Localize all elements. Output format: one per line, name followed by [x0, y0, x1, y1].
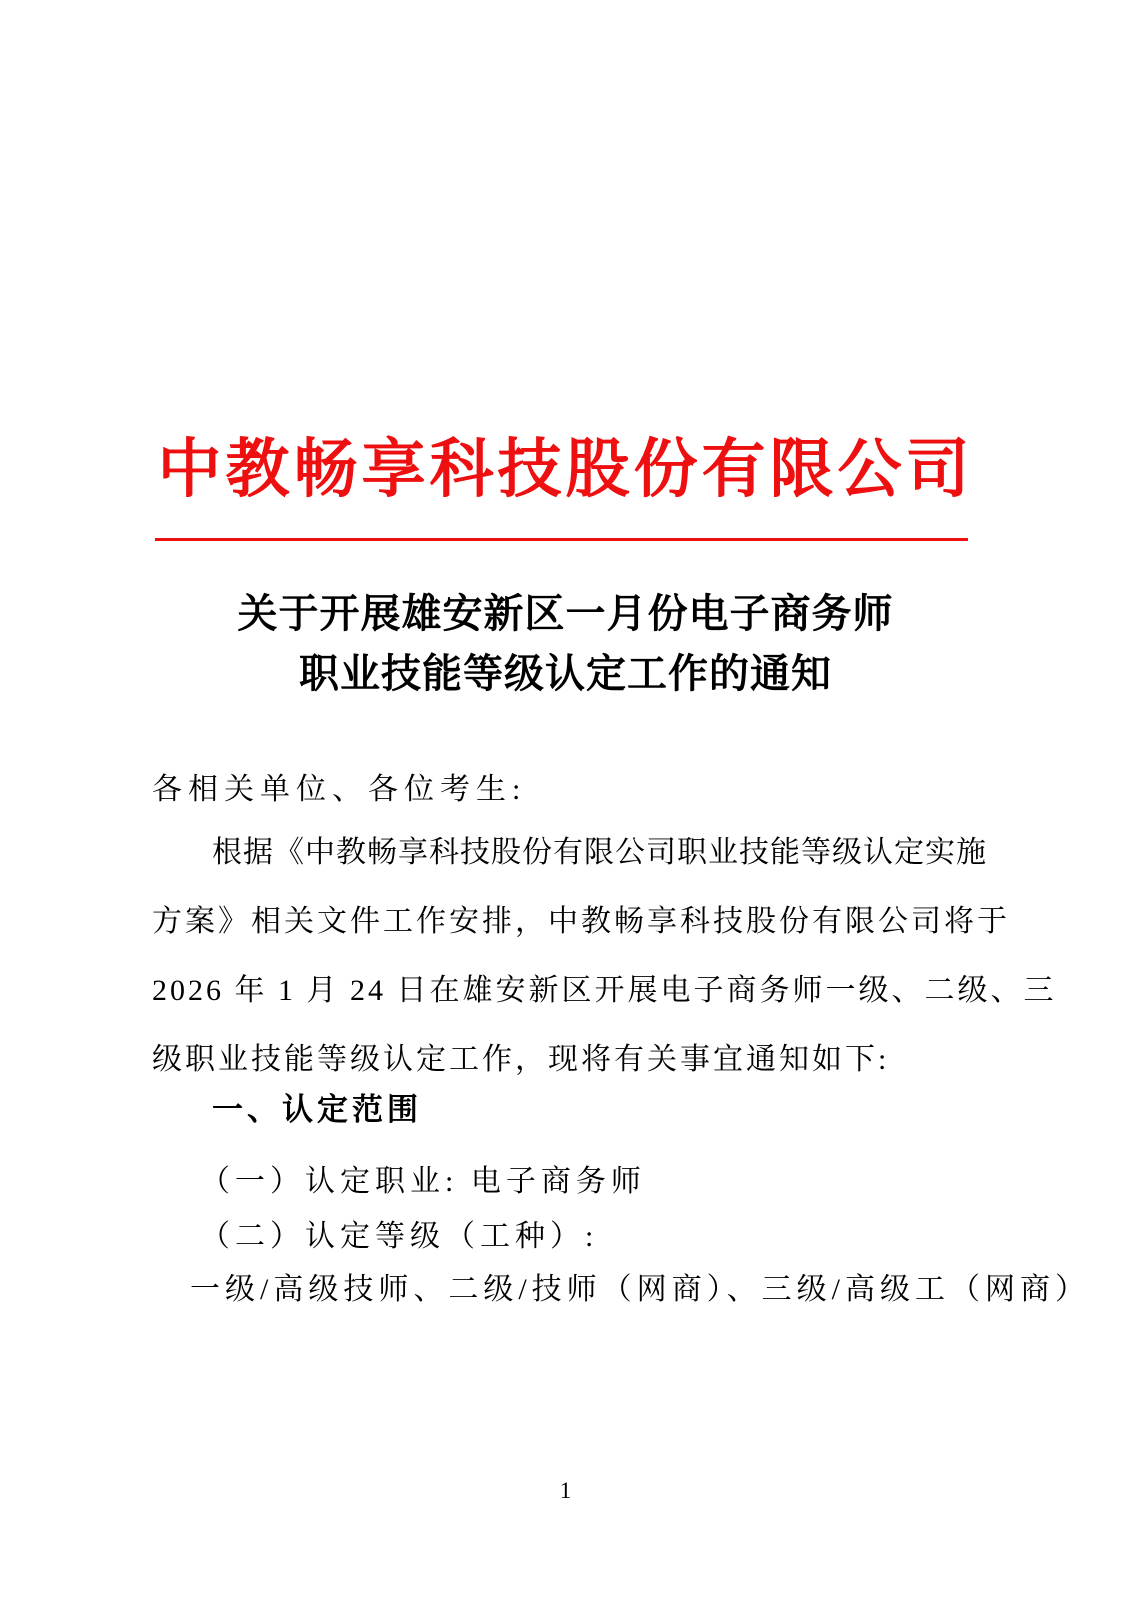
paragraph-line: 根据《中教畅享科技股份有限公司职业技能等级认定实施 [212, 836, 987, 869]
salutation-line: 各相关单位、各位考生: [152, 773, 527, 806]
paragraph-line: 方案》相关文件工作安排，中教畅享科技股份有限公司将于 [152, 905, 1010, 938]
document-title-line-2: 职业技能等级认定工作的通知 [299, 651, 832, 696]
paragraph-line: 2026 年 1 月 24 日在雄安新区开展电子商务师一级、二级、三 [152, 974, 1057, 1007]
list-item-levels-label: （二）认定等级（工种）: [200, 1220, 599, 1253]
document-title-line-1: 关于开展雄安新区一月份电子商务师 [237, 591, 894, 636]
company-letterhead-title: 中教畅享科技股份有限公司 [157, 434, 974, 505]
document-title [0, 584, 1131, 704]
list-item-occupation: （一）认定职业: 电子商务师 [200, 1165, 646, 1198]
section-heading-scope: 一、认定范围 [212, 1092, 422, 1127]
letterhead-divider-line [155, 538, 968, 541]
page-number: 1 [559, 1478, 572, 1503]
body-paragraph [152, 818, 1057, 1094]
paragraph-line: 级职业技能等级认定工作，现将有关事宜通知如下: [152, 1043, 890, 1076]
list-item-levels-detail: 一级/高级技师、二级/技师（网商）、三级/高级工（网商） [190, 1273, 1091, 1306]
